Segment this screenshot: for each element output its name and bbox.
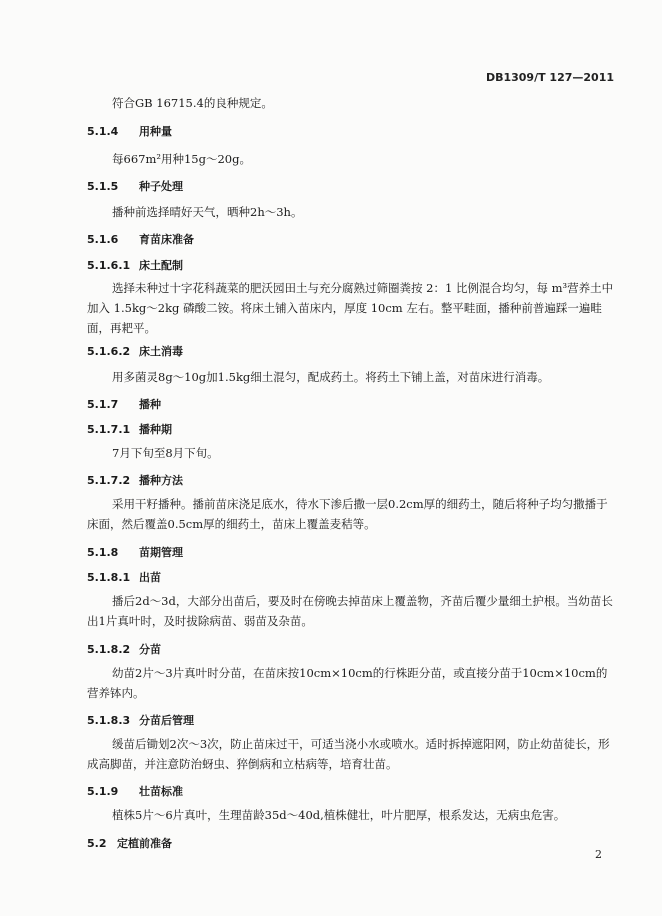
section-title: 床土配制 <box>139 259 183 272</box>
paragraph: 用多菌灵8g～10g加1.5kg细土混匀，配成药土。将药土下铺上盖，对苗床进行消毒。 <box>112 370 550 384</box>
section-title: 播种方法 <box>139 474 183 487</box>
paragraph: 符合GB 16715.4的良种规定。 <box>112 96 273 110</box>
section-heading <box>87 711 617 731</box>
paragraph: 选择未种过十字花科蔬菜的肥沃园田土与充分腐熟过筛圈粪按 2：1 比例混合均匀，每 m³营养土中加入 1.5kg～2kg 磷酸二铵。将床土铺入苗床内，厚度 10cm 左右。整平畦面，播种前普遍踩一遍畦面，再耙平。 <box>87 281 614 335</box>
section-title: 分苗后管理 <box>139 714 194 727</box>
paragraph: 播后2d～3d，大部分出苗后，要及时在傍晚去掉苗床上覆盖物，齐苗后覆少量细土护根。当幼苗长出1片真叶时，及时拔除病苗、弱苗及杂苗。 <box>87 594 613 628</box>
section-heading <box>87 420 617 440</box>
section-title: 定植前准备 <box>117 837 172 850</box>
section-heading <box>87 568 617 588</box>
section-title: 播种期 <box>139 423 172 436</box>
section-heading <box>87 122 617 142</box>
section-number: 5.1.6.1 <box>87 259 131 272</box>
paragraph: 植株5片～6片真叶，生理苗龄35d～40d,植株健壮，叶片肥厚，根系发达，无病虫危害。 <box>112 808 566 822</box>
section-heading <box>87 395 617 415</box>
section-number: 5.1.7.2 <box>87 474 131 487</box>
paragraph: 播种前选择晴好天气，晒种2h～3h。 <box>112 205 303 219</box>
page-number: 2 <box>595 848 602 861</box>
section-number: 5.1.8.3 <box>87 714 131 727</box>
section-heading <box>87 640 617 660</box>
section-number: 5.1.4 <box>87 125 119 138</box>
section-title: 苗期管理 <box>139 546 183 559</box>
section-number: 5.1.8.1 <box>87 571 131 584</box>
section-number: 5.1.6.2 <box>87 345 131 358</box>
section-heading <box>87 834 617 854</box>
standard-code-header: DB1309/T 127—2011 <box>485 71 614 84</box>
paragraph: 幼苗2片～3片真叶时分苗，在苗床按10cm×10cm的行株距分苗，或直接分苗于10cm×10cm的营养钵内。 <box>87 666 608 700</box>
section-heading <box>87 230 617 250</box>
section-heading <box>87 471 617 491</box>
section-number: 5.2 <box>87 837 107 850</box>
paragraph: 每667m²用种15g～20g。 <box>112 152 251 166</box>
section-title: 育苗床准备 <box>139 233 194 246</box>
section-number: 5.1.6 <box>87 233 119 246</box>
section-heading <box>87 177 617 197</box>
paragraph: 采用干籽播种。播前苗床浇足底水，待水下渗后撒一层0.2cm厚的细药土，随后将种子均匀撒播于床面，然后覆盖0.5cm厚的细药土，苗床上覆盖麦秸等。 <box>87 497 608 531</box>
section-number: 5.1.7 <box>87 398 119 411</box>
section-heading <box>87 543 617 563</box>
section-number: 5.1.8 <box>87 546 119 559</box>
section-title: 床土消毒 <box>139 345 183 358</box>
paragraph: 7月下旬至8月下旬。 <box>112 446 219 460</box>
section-title: 出苗 <box>139 571 161 584</box>
section-heading <box>87 782 617 802</box>
paragraph: 缓苗后锄划2次～3次，防止苗床过干，可适当浇小水或喷水。适时拆掉遮阳网，防止幼苗徒长，形成高脚苗，并注意防治蚜虫、猝倒病和立枯病等，培育壮苗。 <box>87 737 610 771</box>
section-number: 5.1.7.1 <box>87 423 131 436</box>
section-title: 播种 <box>139 398 161 411</box>
section-number: 5.1.9 <box>87 785 119 798</box>
section-title: 种子处理 <box>139 180 183 193</box>
section-heading <box>87 342 617 362</box>
section-number: 5.1.5 <box>87 180 119 193</box>
section-number: 5.1.8.2 <box>87 643 131 656</box>
section-title: 壮苗标准 <box>139 785 183 798</box>
section-title: 用种量 <box>139 125 172 138</box>
section-heading <box>87 256 617 276</box>
section-title: 分苗 <box>139 643 161 656</box>
